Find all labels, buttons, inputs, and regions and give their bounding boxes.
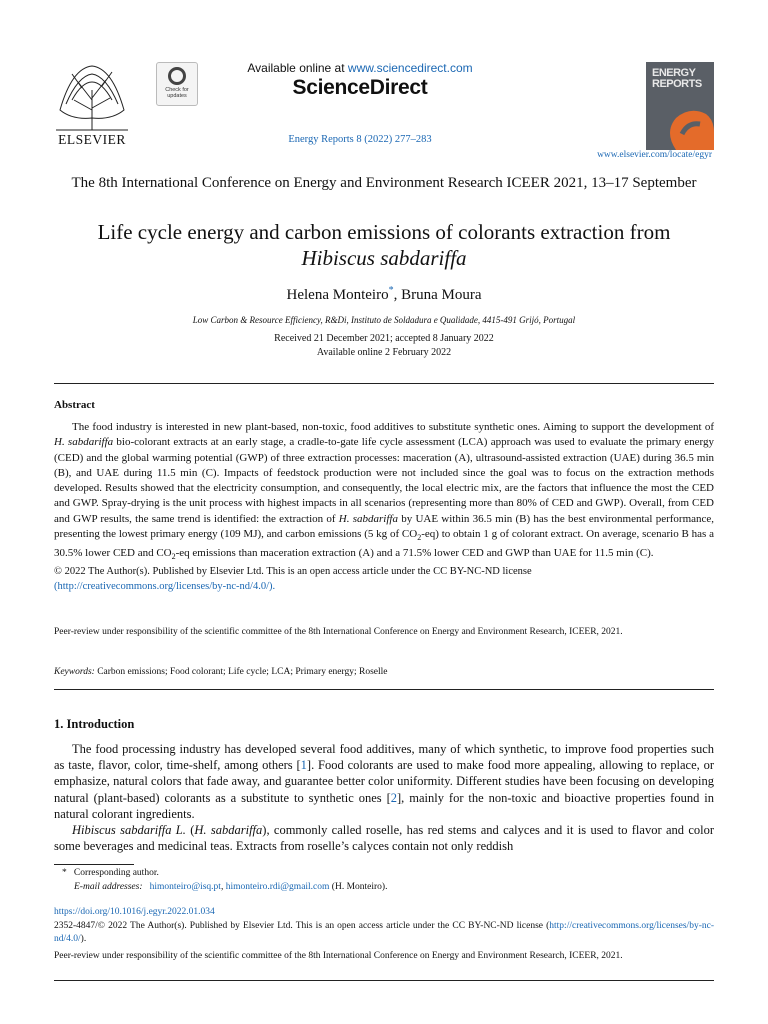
email-link[interactable]: himonteiro@isq.pt xyxy=(149,882,221,892)
journal-homepage-link[interactable]: www.elsevier.com/locate/egyr xyxy=(597,150,712,160)
intro-text: ], mainly for the non-toxic and bioactive properties found in natural colorant ingredients. xyxy=(54,790,714,821)
citation-link[interactable]: 1 xyxy=(300,758,307,773)
keywords-list: Carbon emissions; Food colorant; Life cycle; LCA; Primary energy; Roselle xyxy=(97,667,388,677)
email-owner: (H. Monteiro). xyxy=(331,882,388,892)
paper-title xyxy=(40,219,728,271)
copyright-text: 2352-4847/© 2022 The Author(s). Published by Elsevier Ltd. This is an open access article under the CC BY-NC-ND license ( xyxy=(54,921,550,931)
check-updates-label: Check for updates xyxy=(165,87,189,99)
abstract-paragraph xyxy=(54,420,714,564)
species-name: H. sabdariffa xyxy=(194,823,263,838)
species-name: Hibiscus sabdariffa L. xyxy=(72,823,186,838)
abstract-text: bio-colorant extracts at an early stage, a cradle-to-gate life cycle assessment (LCA) approach was used to evaluate the primary energy (CED) and the global warming potential (GWP) of three extraction processes: maceration (A), ultrasound-assisted extraction (UAE) during 36.5 min (B), and UAE during 11.5 min (C). Impacts of feedstock production were not included since the goal was to focus on the extraction methods developed. Results showed that the electricity consumption, and consequently, the local electric mix, are the factors that influence the most the CED and GWP. Spray-drying is the unit process with highest impacts in all scenarios (representing more than 80% of CED and GWP). Overall, from CED and GWP results, the same trend is identified: the extraction of xyxy=(54,436,715,525)
conference-name: The 8th International Conference on Energy and Environment Research ICEER 2021, 13–17 September xyxy=(71,175,697,191)
license-link[interactable]: (http://creativecommons.org/licenses/by-nc-nd/4.0/). xyxy=(54,581,276,593)
corresponding-footnote xyxy=(62,866,712,880)
peer-review-footer: Peer-review under responsibility of the scientific committee of the 8th International Conference on Energy and Environment Research, ICEER, 2021. xyxy=(54,951,623,961)
intro-text: The food processing industry has developed several food additives, many of which synthetic, to improve food properties such as taste, flavor, color, time-shelf, among others [ xyxy=(54,742,714,773)
journal-cover[interactable] xyxy=(646,62,714,150)
abstract-body xyxy=(54,420,714,595)
section-heading: 1. Introduction xyxy=(54,717,135,731)
received-dates: Received 21 December 2021; accepted 8 January 2022 xyxy=(274,333,494,344)
keywords-label: Keywords: xyxy=(54,667,95,677)
available-prefix: Available online at xyxy=(247,61,345,75)
keywords xyxy=(54,667,714,677)
footnote-text: Corresponding author. xyxy=(73,868,159,878)
abstract-text: -eq) to obtain 1 g of colorant extract. On average, scenario B has a 30.5% lower CED and CO xyxy=(54,528,714,559)
intro-paragraph-2 xyxy=(54,822,714,854)
license-link[interactable]: http://creativecommons.org/licenses/by-nc-nd/4.0/ xyxy=(54,921,714,944)
check-for-updates-badge[interactable] xyxy=(156,62,198,106)
divider xyxy=(54,689,714,690)
title-line-2: Hibiscus sabdariffa xyxy=(301,246,467,270)
affiliation: Low Carbon & Resource Efficiency, R&Di, Instituto de Soldadura e Qualidade, 4415-491 Grijó, Portugal xyxy=(192,315,576,325)
abstract-text: The food industry is interested in new plant-based, non-toxic, food additives to substitute synthetic ones. Aiming to support the development of xyxy=(72,421,714,433)
author-list xyxy=(40,285,728,304)
corresponding-marker[interactable]: * xyxy=(388,285,394,296)
intro-text: ]. Food colorants are used to make food more appealing, allowing to replace, or emphasize, natural colors that fade away, and guarantee better color uniformity. Different studies have been focusing on developing natural (plant-based) colorants as a substitute to synthetic ones [ xyxy=(54,758,714,805)
sciencedirect-brand: ScienceDirect xyxy=(292,76,428,99)
peer-review-note: Peer-review under responsibility of the scientific committee of the 8th International Conference on Energy and Environment Research, ICEER, 2021. xyxy=(54,627,623,637)
elsevier-wordmark: ELSEVIER xyxy=(58,132,126,147)
sciencedirect-link[interactable]: www.sciencedirect.com xyxy=(347,61,473,75)
abstract-text: by UAE within 36.5 min (B) has the best environmental performance, presenting the lowest primary energy (109 MJ), and carbon emissions (5 kg of CO xyxy=(54,512,715,541)
title-line-1: Life cycle energy and carbon emissions of colorants extraction from xyxy=(97,220,671,244)
doi-link[interactable]: https://doi.org/10.1016/j.egyr.2022.01.034 xyxy=(54,907,215,917)
footnote-divider xyxy=(54,864,134,865)
abstract-species: H. sabdariffa xyxy=(54,436,114,449)
online-date: Available online 2 February 2022 xyxy=(316,347,452,358)
intro-text: ), commonly called roselle, has red stems and calyces and it is used to flavor and color some beverages and medicinal teas. Extracts from roselle’s calyces contain not only reddish xyxy=(54,823,715,854)
divider xyxy=(54,383,714,384)
intro-paragraph-1 xyxy=(54,741,714,822)
abstract-heading: Abstract xyxy=(54,399,95,411)
footnotes xyxy=(62,866,712,894)
footnote-marker: * xyxy=(62,868,67,878)
email-label: E-mail addresses: xyxy=(74,882,143,892)
abstract-text: -eq emissions than maceration extraction (A) and a 71.5% lower CED and GWP than UAE for 11.5 min (C). xyxy=(175,546,654,559)
author-others: , Bruna Moura xyxy=(393,287,482,303)
journal-reference[interactable]: Energy Reports 8 (2022) 277–283 xyxy=(288,134,432,145)
citation-link[interactable]: 2 xyxy=(390,790,398,805)
copyright-notice xyxy=(54,920,714,946)
introduction-body xyxy=(54,741,714,854)
intro-text: ( xyxy=(185,823,195,838)
license-text: © 2022 The Author(s). Published by Elsevier Ltd. This is an open access article under the CC BY-NC-ND license xyxy=(54,566,532,578)
subscript: 2 xyxy=(171,551,176,561)
cover-title: ENERGY REPORTS xyxy=(652,67,702,90)
divider xyxy=(54,980,714,981)
copyright-text: ). xyxy=(80,934,87,944)
author-1: Helena Monteiro xyxy=(286,287,389,303)
license-statement xyxy=(54,564,714,595)
update-icon xyxy=(168,67,186,85)
abstract-species: H. sabdariffa xyxy=(338,512,398,525)
available-online xyxy=(200,61,520,75)
subscript: 2 xyxy=(417,533,422,543)
email-footnote: E-mail addresses: himonteiro@isq.pt, himonteiro.rdi@gmail.com (H. Monteiro). xyxy=(74,882,388,892)
email-link[interactable]: himonteiro.rdi@gmail.com xyxy=(225,882,330,892)
